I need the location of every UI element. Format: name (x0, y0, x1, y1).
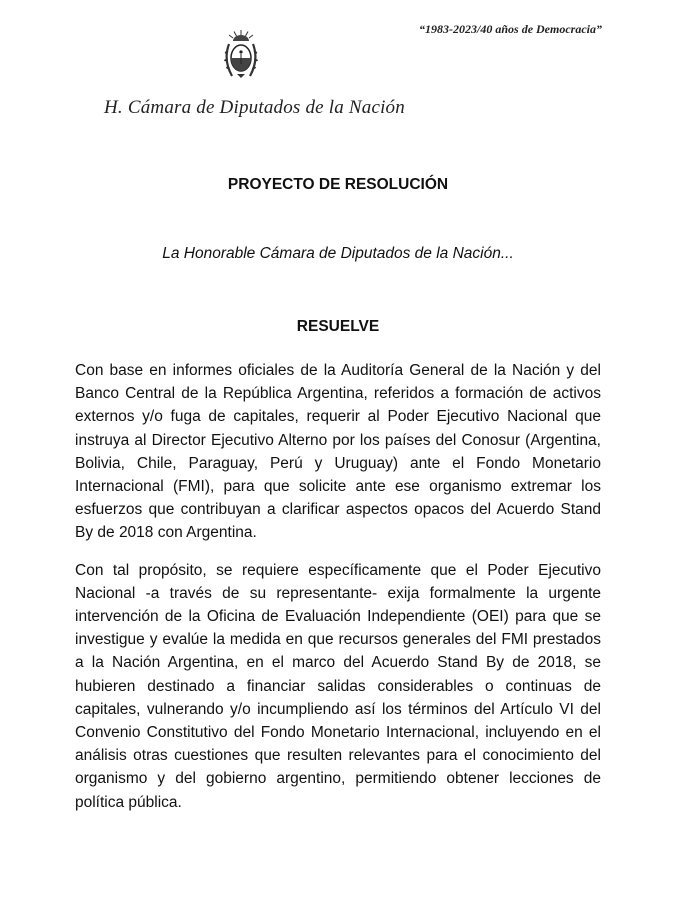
document-title: PROYECTO DE RESOLUCIÓN (227, 176, 449, 193)
resolution-body (75, 359, 601, 828)
paragraph-2: Con tal propósito, se requiere específicamente que el Poder Ejecutivo Nacional -a través de su representante- exija formalmente la urgente intervención de la Oficina de Evaluación Independiente (OEI) para que se investigue y evalúe la medida en que recursos generales del FMI prestados a la Nación Argentina, en el marco del Acuerdo Stand By de 2018, se hubieren destinado a financiar salidas considerables o continuas de capitales, vulnerando y/o incumpliendo así los términos del Artículo VI del Convenio Constitutivo del Fondo Monetario Internacional, incluyendo en el análisis otras cuestiones que resulten relevantes para el conocimiento del organismo y del gobierno argentino, permitiendo obtener lecciones de política pública. (75, 561, 601, 811)
institution-name: H. Cámara de Diputados de la Nación (104, 97, 405, 118)
paragraph-1: Con base en informes oficiales de la Auditoría General de la Nación y del Banco Central de la República Argentina, referidos a formación de activos externos y/o fuga de capitales, requerir al Poder Ejecutivo Nacional que instruya al Director Ejecutivo Alterno por los países del Conosur (Argentina, Bolivia, Chile, Paraguay, Perú y Uruguay) ante el Fondo Monetario Internacional (FMI), para que solicite ante ese organismo extremar los esfuerzos que contribuyan a clarificar aspectos opacos del Acuerdo Stand By de 2018 con Argentina. (75, 362, 601, 542)
intro-line: La Honorable Cámara de Diputados de la Nación... (162, 245, 514, 262)
header-motto: “1983-2023/40 años de Democracia” (419, 22, 602, 36)
resolve-heading: RESUELVE (296, 318, 380, 335)
coat-of-arms-icon (222, 30, 260, 82)
